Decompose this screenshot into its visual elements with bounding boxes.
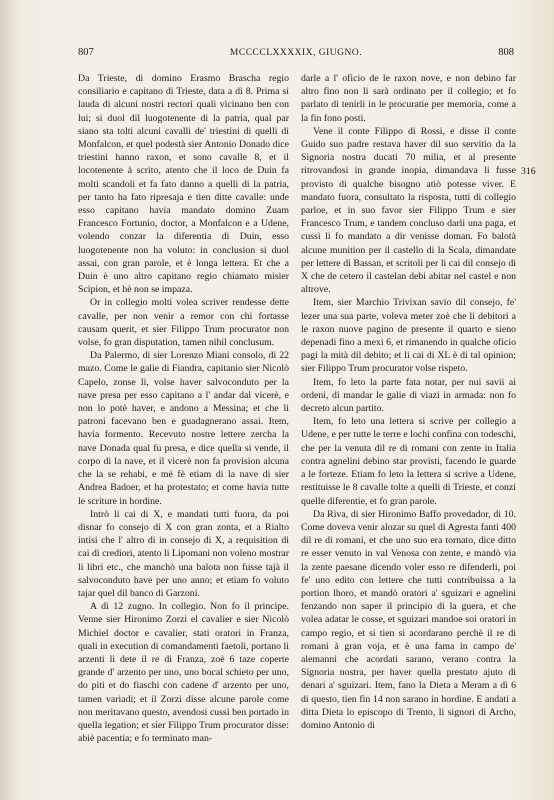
paragraph: Intrò li cai di X, e mandati tutti fuora, da poi disnar fo consejo di X con gran zonta, et a Rialto intisi che l' altro di in consejo di X, a requisition di cai di crediori, atento li Lipomani non voleno mostrar li libri etc., che manchò una balota non fusse tajà il salvoconduto have per uno anno; et etiam fo voluto tajar quel dil banco di Garzoni. — [78, 508, 289, 599]
paragraph: Da Palermo, di sier Lorenzo Miani consolo, di 22 mazo. Come le galie di Fiandra, capitanio sier Nicolò Capelo, zonse lì, volse haver salvoconduto per la nave presa per esso capitano a l' andar dal vicerè, e non lo potè haver, e andono a Messina; et che li patroni facevano ben e guadagnerano assai. Item, havia formento. Recevuto nostre lettere zercha la nave Donada qual fu presa, e dice quella si vende, il corpo di la nave, et il vicerè non fa provision alcuna che la se rehabi, e mé fè etiam di la nave di sier Andrea Badoer, et ha protestato; et come havia tutte le scriture in hordine. — [78, 350, 289, 507]
right-column — [301, 72, 516, 732]
running-title: MCCCCLXXXXIX, GIUGNO. — [229, 48, 363, 58]
paragraph: A dì 12 zugno. In collegio. Non fo il principe. Venne sier Hironimo Zorzi el cavalier e sier Nicolò Michiel doctor e cavalier, stati oratori in Franza, quali in execution di comandamenti faetoli, portano li arzenti li dete il re di Franza, zoè 6 taze coperte grande d' arzento per uno, uno bocal schieto per uno, do piti et do fiaschi con cadene d' arzento per uno, tamen variadi; et il Zorzi disse alcune parole come non meritavano questo, avendosi cussì ben portado in quella legation; et sier Filippo Trum procurator disse: abiè pacentia; e fo terminato man- — [78, 601, 289, 745]
paragraph: Vene il conte Filippo di Rossi, e disse il conte Guido suo padre restava haver dil suo servitio da la Signoria nostra ducati 70 milia, et al presente ritrovandosi in grande inopia, dimandava li fusse provisto di qualche bisogno atiò potesse viver. E mandato fuora, consultato la risposta, tutti di collegio parloe, et in suo favor sier Filippo Trum e sier Francesco Trum, e tandem concluso darli una paga, et cussì li fo mandato a dir venisse doman. Fo balotà alcune munition per il castello di la Scala, dimandate per lettere di Bassan, et scritoli per li cai dil consejo di X che de cetero il castelan debi abitar nel castel e non altrove. — [301, 125, 516, 296]
page-number-left: 807 — [78, 47, 94, 58]
paragraph: Da Trieste, di domino Erasmo Brascha regio consiliario e capitano di Trieste, data a dì 8. Prima si lauda di alcuni nostri rectori quali vicinano ben con lui; si duol dil luogotenente di la patria, qual par siano sta tolti alcuni cavalli de' triestini di quelli di Monfalcon, et quel podestà sier Antonio Donado dice triestini hanno raxon, et sono cavalle 8, et il locotenente à scrito, atento che il loco de Duin fa molti scandoli et fa fato danno a quelli di la patria, per tanto ha fato ripresaja e tien ditte cavalle: unde esso capitano havia mandato domino Zuam Francesco Fortunio, doctor, a Monfalcon e a Udene, volendo conzar la diferentia di Duin, esso luogotenente non ha voluto: in conclusion si duol assai, con gran parole, et è longa lettera. Et che a Duin è uno altro capitano regio chiamato misier Scipion, et hè non se impaza. — [78, 73, 289, 296]
marginal-column-number: 316 — [521, 166, 536, 177]
running-header — [78, 46, 514, 60]
paragraph: Or in collegio molti volea scriver rendesse dette cavalle, per non venir a remor con chi fortasse causam querit, et sier Filippo Trum procurator non volse, fo gran disputation, tamen nihil conclusum. — [78, 297, 289, 349]
paragraph: Item, fo leto una lettera si scrive per collegio a Udene, e per tutte le terre e lochi confina con todeschi, che per la venuta dil re di romani con zente in Italia contra agnelini debino star provisti, facendo le guarde a le forteze. Etiam fo leto la lettera si scrive a Udene, restituisse le 8 cavalle tolte a quelli di Trieste, et conzi quelle diferentie, et fo gran parole. — [301, 416, 516, 507]
left-column — [78, 72, 289, 745]
paragraph: Da Riva, di sier Hironimo Baffo provedador, di 10. Come doveva venir alozar su quel di Agresta fanti 400 dil re di romani, et che uno suo era tornato, dice ditto re esser venuto in val Venosa con zente, e mandò via la zente paesane dicendo voler esso re difenderli, poi fe' uno edito con lettere che tutti contribuissa a la portion lhoro, et mandò oratori a' sguizari e agnelini fenzando non saper il principio di la guera, et che volea adatar le cosse, et sguizari mandoe soi oratori in campo regio, et si tien si acordarano perchè il re di romani à gran voja, et è una fama in campo de' alemanni che acordati sarano, verano contra la Signoria nostra, per haver quella prestato ajuto di denari a' sguizari. Item, fano la Dieta a Meram a dì 6 di questo, tien fin 14 non sarano in hordine. E andati a ditta Dieta lo episcopo di Trento, li signori di Archo, domino Antonio di — [301, 508, 516, 731]
page-binding-shadow — [0, 0, 18, 800]
paragraph: Item, sier Marchio Trivixan savio dil consejo, fe' lezer una sua parte, voleva meter zoè che li debitori a le raxon nuove pagino de presente il quarto e sieno depenadi fino a mexi 6, et rimanendo in qualche oficio pagi la mità dil debito; et li cai di XL è di tal opinion; sier Filippo Trum procurator volse rispeto. — [301, 297, 516, 375]
paragraph: Item, fo leto la parte fata notar, per nui savii ai ordeni, di mandar le galie di viazi in armada: non fo decreto alcun partito. — [301, 376, 516, 415]
page-number-right: 808 — [498, 47, 514, 58]
paragraph: darle a l' oficio de le raxon nove, e non debino far altro fino non li sarà ordinato per il collegio; et fo parlato di tenirli in le procuratie per memoria, come a la fin fono posti. — [301, 73, 516, 124]
